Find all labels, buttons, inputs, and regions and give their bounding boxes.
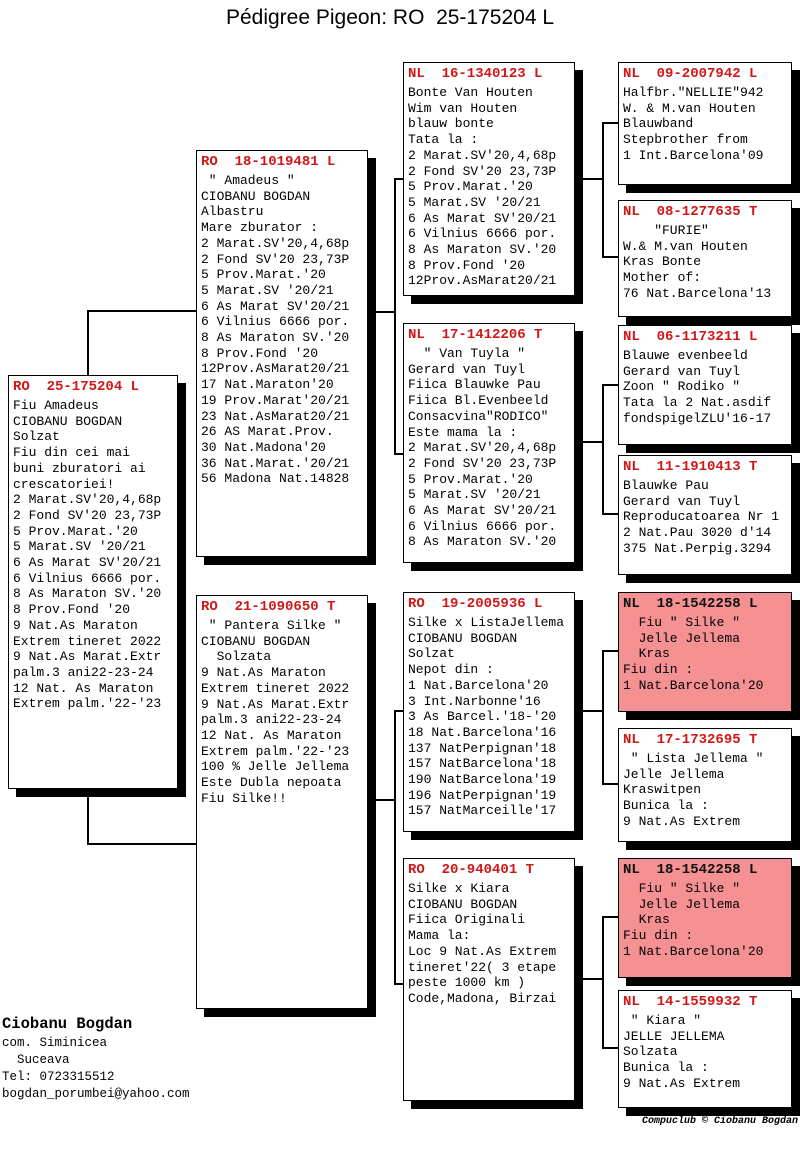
pedigree-text-line: Zoon " Rodiko ": [623, 379, 741, 395]
pedigree-text-line: Solzat: [408, 646, 455, 662]
connector-line: [602, 783, 618, 785]
pedigree-text-line: 190 NatBarcelona'19: [408, 772, 557, 788]
ring-code: RO 19-2005936 L: [408, 596, 543, 612]
breeder-contact-lines: [2, 1035, 190, 1103]
pedigree-text-line: 157 NatMarceille'17: [408, 803, 557, 819]
pedigree-text-line: 2 Marat.SV'20,4,68p: [201, 235, 350, 251]
breeder-contact-line: bogdan_porumbei@yahoo.com: [2, 1087, 190, 1101]
pedigree-text-line: Fiica Bl.Evenbeeld: [408, 393, 549, 409]
connector-line: [87, 788, 89, 845]
pedigree-text-line: 6 Vilnius 6666 por.: [408, 518, 557, 534]
pedigree-text-line: Gerard van Tuyl: [623, 493, 741, 509]
pedigree-text-line: 3 Int.Narbonne'16: [408, 693, 541, 709]
pedigree-text-line: 6 As Marat SV'20/21: [408, 210, 557, 226]
pedigree-text-line: Stepbrother from: [623, 132, 748, 148]
pedigree-text-line: Consacvina"RODICO": [408, 408, 549, 424]
pedigree-text-line: crescatoriei!: [13, 476, 115, 492]
pedigree-text-line: Bonte Van Houten: [408, 85, 533, 100]
pedigree-text-line: tineret'22( 3 etape: [408, 959, 557, 975]
pedigree-text-line: 5 Prov.Marat.'20: [408, 471, 533, 487]
pedigree-text-line: Kraswitpen: [623, 782, 702, 798]
connector-line: [575, 710, 604, 712]
pedigree-text-line: 8 As Maraton SV.'20: [13, 586, 162, 602]
connector-line: [575, 178, 604, 180]
pedigree-text-line: 2 Marat.SV'20,4,68p: [408, 147, 557, 163]
ring-code: NL 14-1559932 T: [623, 994, 758, 1010]
pedigree-text-line: 12 Nat. As Maraton: [13, 680, 154, 696]
connector-line: [394, 710, 396, 985]
pedigree-text-line: Silke x ListaJellema: [408, 615, 565, 630]
pedigree-text-line: Albastru: [201, 204, 264, 220]
pedigree-text-line: 23 Nat.AsMarat20/21: [201, 408, 350, 424]
ring-code: RO 25-175204 L: [13, 379, 140, 395]
page-title: Pédigree Pigeon: RO 25-175204 L: [225, 6, 555, 29]
pedigree-text-line: Bunica la :: [623, 1060, 709, 1076]
pedigree-text-line: Reproducatoarea Nr 1: [623, 509, 780, 525]
pedigree-text-line: 19 Prov.Marat'20/21: [201, 392, 350, 408]
pedigree-text-line: Fiu Silke!!: [201, 790, 287, 806]
pedigree-text-line: 26 AS Marat.Prov.: [201, 424, 334, 440]
pedigree-text-line: Kras: [623, 912, 670, 928]
pedigree-text-line: 375 Nat.Perpig.3294: [623, 540, 772, 556]
pedigree-text-line: CIOBANU BOGDAN: [13, 413, 123, 429]
pedigree-text-line: 2 Fond SV'20 23,73P: [201, 251, 350, 267]
pedigree-text-line: blauw bonte: [408, 116, 494, 132]
pedigree-text-line: 30 Nat.Madona'20: [201, 439, 326, 455]
pedigree-text-line: 2 Fond SV'20 23,73P: [408, 455, 557, 471]
ring-code: NL 17-1412206 T: [408, 327, 543, 343]
pedigree-text-line: Gerard van Tuyl: [408, 361, 526, 377]
pedigree-box-grandfather-maternal: [403, 592, 575, 832]
pedigree-box-grandfather-paternal: [403, 62, 575, 296]
pedigree-text-line: Extrem palm.'22-'23: [201, 743, 350, 759]
pedigree-box-great-grandparent-8: [618, 990, 792, 1108]
connector-line: [602, 384, 604, 515]
pedigree-box-great-grandparent-7: [618, 858, 792, 978]
pedigree-text-line: Extrem tineret 2022: [201, 680, 350, 696]
pedigree-text-line: palm.3 ani22-23-24: [201, 712, 342, 728]
pedigree-text-line: 9 Nat.As Marat.Extr: [201, 696, 350, 712]
pedigree-text-line: Jelle Jellema: [623, 766, 725, 782]
connector-line: [602, 650, 618, 652]
pedigree-text-line: buni zburatori ai: [13, 460, 146, 476]
pedigree-box-great-grandparent-4: [618, 455, 792, 575]
pedigree-text-line: Loc 9 Nat.As Extrem: [408, 943, 557, 959]
pedigree-text-line: 6 Vilnius 6666 por.: [408, 226, 557, 242]
connector-line: [368, 311, 396, 313]
pedigree-text-line: 100 % Jelle Jellema: [201, 759, 350, 775]
pedigree-text-line: " Lista Jellema ": [623, 751, 764, 766]
pedigree-text-line: W.& M.van Houten: [623, 238, 748, 254]
pedigree-text-line: 1 Nat.Barcelona'20: [623, 943, 764, 959]
connector-line: [87, 310, 196, 312]
pedigree-text-line: 5 Prov.Marat.'20: [13, 523, 138, 539]
pedigree-text-line: Mare zburator :: [201, 220, 319, 236]
pedigree-text-line: 9 Nat.As Maraton: [201, 665, 326, 681]
pedigree-box-great-grandparent-3: [618, 325, 792, 445]
pedigree-text-line: " Amadeus ": [201, 173, 295, 188]
pedigree-text-line: palm.3 ani22-23-24: [13, 664, 154, 680]
pedigree-text-line: Solzat: [13, 429, 60, 445]
pedigree-text-line: Mother of:: [623, 270, 702, 286]
pedigree-text-line: "FURIE": [623, 223, 709, 238]
pedigree-text-line: 8 Prov.Fond '20: [13, 602, 131, 618]
ring-code: NL 17-1732695 T: [623, 732, 758, 748]
pedigree-text-line: Kras Bonte: [623, 254, 702, 270]
pedigree-text-line: Tata la 2 Nat.asdif: [623, 395, 772, 411]
pedigree-text-line: 2 Marat.SV'20,4,68p: [13, 492, 162, 508]
pedigree-text-line: 6 As Marat SV'20/21: [201, 298, 350, 314]
connector-line: [602, 256, 618, 258]
connector-line: [602, 650, 604, 785]
breeder-contact-line: Suceava: [2, 1053, 70, 1067]
pedigree-text-line: Jelle Jellema: [623, 630, 741, 646]
pedigree-text-line: fondspigelZLU'16-17: [623, 410, 772, 426]
pedigree-text-line: Extrem tineret 2022: [13, 633, 162, 649]
footer-credit: Compuclub © Ciobanu Bogdan: [641, 1116, 798, 1127]
connector-line: [602, 916, 604, 1049]
pedigree-text-line: 12Prov.AsMarat20/21: [201, 361, 350, 377]
connector-line: [87, 843, 196, 845]
pedigree-box-great-grandparent-2: [618, 200, 792, 317]
connector-line: [394, 453, 403, 455]
pedigree-text-line: 12Prov.AsMarat20/21: [408, 273, 557, 289]
pedigree-text-line: Fiu " Silke ": [623, 881, 741, 896]
pedigree-text-line: 9 Nat.As Maraton: [13, 617, 138, 633]
pedigree-text-line: 6 As Marat SV'20/21: [13, 555, 162, 571]
connector-line: [602, 916, 618, 918]
pedigree-text-line: 1 Nat.Barcelona'20: [623, 677, 764, 693]
pedigree-text-line: Gerard van Tuyl: [623, 363, 741, 379]
pedigree-text-line: 6 Vilnius 6666 por.: [201, 314, 350, 330]
ring-code: NL 06-1173211 L: [623, 329, 758, 345]
pedigree-text-line: 196 NatPerpignan'19: [408, 787, 557, 803]
pedigree-text-line: Blauwke Pau: [623, 478, 709, 493]
ring-code: NL 08-1277635 T: [623, 204, 758, 220]
pedigree-text-line: 8 As Maraton SV.'20: [408, 534, 557, 550]
connector-line: [602, 122, 618, 124]
ring-code: NL 18-1542258 L: [623, 862, 758, 878]
pedigree-text-line: Kras: [623, 646, 670, 662]
pedigree-text-line: Bunica la :: [623, 798, 709, 814]
pedigree-text-line: Solzata: [201, 649, 272, 665]
pedigree-text-line: 5 Marat.SV '20/21: [201, 282, 334, 298]
pedigree-text-line: Fiica Originali: [408, 912, 526, 928]
pedigree-text-line: Este Dubla nepoata: [201, 775, 342, 791]
pedigree-text-line: CIOBANU BOGDAN: [201, 188, 311, 204]
pedigree-box-great-grandparent-6: [618, 728, 792, 842]
pedigree-text-line: 8 As Maraton SV.'20: [201, 330, 350, 346]
pedigree-text-line: Fiu din :: [623, 662, 694, 678]
pedigree-box-grandmother-maternal: [403, 858, 575, 1101]
pedigree-text-line: Halfbr."NELLIE"942: [623, 85, 764, 100]
pedigree-text-line: Tata la :: [408, 132, 479, 148]
ring-code: RO 20-940401 T: [408, 862, 535, 878]
ring-code: NL 18-1542258 L: [623, 596, 758, 612]
pedigree-text-line: Solzata: [623, 1044, 678, 1060]
pedigree-text-line: 12 Nat. As Maraton: [201, 727, 342, 743]
pedigree-text-line: Fiu din cei mai: [13, 445, 131, 461]
pedigree-text-line: 6 Vilnius 6666 por.: [13, 570, 162, 586]
pedigree-text-line: 1 Nat.Barcelona'20: [408, 677, 549, 693]
connector-line: [394, 710, 403, 712]
connector-line: [602, 122, 604, 258]
pedigree-text-line: 76 Nat.Barcelona'13: [623, 285, 772, 301]
pedigree-text-line: 9 Nat.As Extrem: [623, 1075, 741, 1091]
pedigree-text-line: " Kiara ": [623, 1013, 702, 1028]
pedigree-text-line: 2 Nat.Pau 3020 d'14: [623, 525, 772, 541]
connector-line: [87, 310, 89, 376]
pedigree-text-line: Blauwe evenbeeld: [623, 348, 748, 363]
pedigree-text-line: 2 Fond SV'20 23,73P: [408, 163, 557, 179]
connector-line: [394, 178, 403, 180]
pedigree-box-father: [196, 150, 368, 557]
pedigree-text-line: JELLE JELLEMA: [623, 1028, 725, 1044]
pedigree-text-line: Fiu Amadeus: [13, 398, 99, 413]
pedigree-text-line: 9 Nat.As Marat.Extr: [13, 649, 162, 665]
pedigree-text-line: 5 Marat.SV '20/21: [408, 487, 541, 503]
pedigree-text-line: CIOBANU BOGDAN: [408, 630, 518, 646]
connector-line: [575, 441, 604, 443]
pedigree-text-line: Fiica Blauwke Pau: [408, 377, 541, 393]
pedigree-text-line: Blauwband: [623, 116, 694, 132]
pedigree-text-line: 17 Nat.Maraton'20: [201, 377, 334, 393]
pedigree-text-line: 5 Marat.SV '20/21: [408, 194, 541, 210]
connector-line: [575, 978, 604, 980]
pedigree-text-line: 1 Int.Barcelona'09: [623, 147, 764, 163]
pedigree-text-line: Este mama la :: [408, 424, 518, 440]
connector-line: [394, 178, 396, 455]
ring-code: NL 09-2007942 L: [623, 66, 758, 82]
pedigree-text-line: 5 Prov.Marat.'20: [408, 179, 533, 195]
connector-line: [602, 513, 618, 515]
ring-code: NL 16-1340123 L: [408, 66, 543, 82]
pedigree-box-subject: [8, 375, 178, 789]
connector-line: [602, 1047, 618, 1049]
pedigree-box-grandmother-paternal: [403, 323, 575, 563]
pedigree-text-line: Fiu din :: [623, 928, 694, 944]
pedigree-text-line: 5 Marat.SV '20/21: [13, 539, 146, 555]
pedigree-text-line: CIOBANU BOGDAN: [201, 633, 311, 649]
pedigree-text-line: Code,Madona, Birzai: [408, 990, 557, 1006]
pedigree-text-line: Silke x Kiara: [408, 881, 510, 896]
pedigree-text-line: 9 Nat.As Extrem: [623, 813, 741, 829]
pedigree-text-line: W. & M.van Houten: [623, 100, 756, 116]
ring-code: NL 11-1910413 T: [623, 459, 758, 475]
breeder-contact: [2, 1013, 190, 1103]
pedigree-text-line: 137 NatPerpignan'18: [408, 740, 557, 756]
pedigree-text-line: Mama la:: [408, 928, 471, 944]
pedigree-text-line: 8 Prov.Fond '20: [201, 345, 319, 361]
pedigree-text-line: Wim van Houten: [408, 100, 518, 116]
ring-code: RO 21-1090650 T: [201, 599, 336, 615]
pedigree-text-line: peste 1000 km ): [408, 975, 526, 991]
connector-line: [602, 384, 618, 386]
pedigree-text-line: 18 Nat.Barcelona'16: [408, 724, 557, 740]
pedigree-box-great-grandparent-5: [618, 592, 792, 712]
pedigree-box-great-grandparent-1: [618, 62, 792, 185]
pedigree-text-line: 56 Madona Nat.14828: [201, 471, 350, 487]
pedigree-text-line: Nepot din :: [408, 662, 494, 678]
pedigree-text-line: 2 Fond SV'20 23,73P: [13, 507, 162, 523]
pedigree-text-line: 36 Nat.Marat.'20/21: [201, 455, 350, 471]
pedigree-text-line: 157 NatBarcelona'18: [408, 756, 557, 772]
pedigree-text-line: 6 As Marat SV'20/21: [408, 503, 557, 519]
pedigree-text-line: Extrem palm.'22-'23: [13, 696, 162, 712]
pedigree-text-line: 8 Prov.Fond '20: [408, 257, 526, 273]
pedigree-text-line: " Van Tuyla ": [408, 346, 526, 361]
pedigree-text-line: Jelle Jellema: [623, 896, 741, 912]
pedigree-text-line: 8 As Maraton SV.'20: [408, 242, 557, 258]
pedigree-text-line: 5 Prov.Marat.'20: [201, 267, 326, 283]
connector-line: [368, 799, 396, 801]
breeder-contact-line: com. Siminicea: [2, 1036, 108, 1050]
pedigree-text-line: 3 As Barcel.'18-'20: [408, 709, 557, 725]
pedigree-text-line: Fiu " Silke ": [623, 615, 741, 630]
breeder-name: Ciobanu Bogdan: [2, 1015, 133, 1033]
connector-line: [394, 983, 403, 985]
pedigree-text-line: " Pantera Silke ": [201, 618, 342, 633]
ring-code: RO 18-1019481 L: [201, 154, 336, 170]
pedigree-text-line: 2 Marat.SV'20,4,68p: [408, 440, 557, 456]
pedigree-text-line: CIOBANU BOGDAN: [408, 896, 518, 912]
pedigree-box-mother: [196, 595, 368, 1009]
breeder-contact-line: Tel: 0723315512: [2, 1070, 115, 1084]
